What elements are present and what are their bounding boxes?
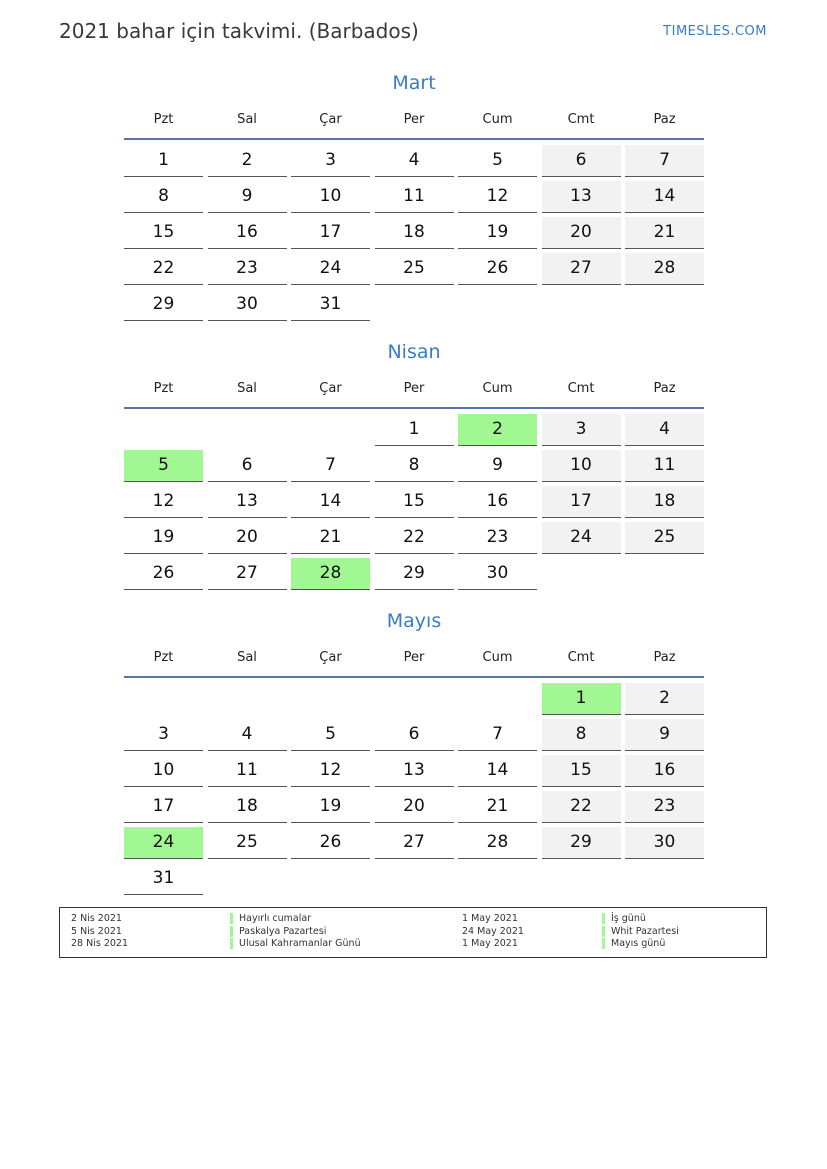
day-cell: 18 (208, 791, 287, 823)
empty-day-cell (208, 414, 287, 445)
day-cell: 1 (375, 414, 454, 446)
weekday-label: Cum (482, 380, 513, 396)
week-row (124, 217, 704, 249)
weekend-day-cell: 27 (542, 253, 621, 285)
weekend-day-cell: 18 (625, 486, 704, 518)
day-cell: 23 (458, 522, 537, 554)
day-cell: 26 (124, 558, 203, 590)
week-row (124, 827, 704, 859)
empty-day-cell (124, 414, 203, 445)
day-cell: 14 (458, 755, 537, 787)
weekend-day-cell: 9 (625, 719, 704, 751)
weekday-label: Çar (319, 649, 342, 665)
empty-day-cell (208, 863, 287, 894)
day-cell: 31 (291, 289, 370, 321)
day-cell: 11 (208, 755, 287, 787)
weekday-label: Sal (237, 649, 257, 665)
day-cell: 10 (124, 755, 203, 787)
day-cell: 27 (208, 558, 287, 590)
holiday-day-cell: 5 (124, 450, 203, 482)
day-cell: 8 (124, 181, 203, 213)
day-cell: 6 (208, 450, 287, 482)
week-row (124, 253, 704, 285)
day-cell: 2 (208, 145, 287, 177)
weekday-header (124, 638, 704, 678)
week-row (124, 863, 704, 895)
legend-row (60, 938, 766, 951)
empty-day-cell (291, 414, 370, 445)
weekday-label: Sal (237, 111, 257, 127)
weekday-label: Cum (482, 649, 513, 665)
day-cell: 12 (458, 181, 537, 213)
weekend-day-cell: 23 (625, 791, 704, 823)
day-cell: 12 (291, 755, 370, 787)
day-cell: 17 (124, 791, 203, 823)
empty-day-cell (291, 863, 370, 894)
day-cell: 4 (208, 719, 287, 751)
empty-day-cell (625, 558, 704, 589)
day-cell: 29 (124, 289, 203, 321)
weekday-label: Pzt (153, 111, 174, 127)
empty-day-cell (208, 683, 287, 714)
day-cell: 8 (375, 450, 454, 482)
legend-row (60, 926, 766, 939)
weekend-day-cell: 25 (625, 522, 704, 554)
weekday-label: Çar (319, 380, 342, 396)
holiday-day-cell: 1 (542, 683, 621, 715)
empty-day-cell (542, 863, 621, 894)
weekday-label: Per (403, 380, 425, 396)
day-cell: 19 (458, 217, 537, 249)
month-march (124, 70, 704, 325)
day-cell: 26 (291, 827, 370, 859)
weekend-day-cell: 3 (542, 414, 621, 446)
day-cell: 24 (291, 253, 370, 285)
week-row (124, 145, 704, 177)
week-row (124, 683, 704, 715)
day-cell: 1 (124, 145, 203, 177)
day-cell: 3 (124, 719, 203, 751)
day-cell: 10 (291, 181, 370, 213)
day-cell: 7 (458, 719, 537, 751)
week-row (124, 719, 704, 751)
weekend-day-cell: 4 (625, 414, 704, 446)
day-cell: 25 (208, 827, 287, 859)
legend-holiday-name: İş günü (602, 913, 646, 924)
week-row (124, 558, 704, 590)
empty-day-cell (124, 683, 203, 714)
week-row (124, 289, 704, 321)
weeks (124, 683, 704, 895)
day-cell: 20 (208, 522, 287, 554)
day-cell: 28 (458, 827, 537, 859)
weekday-header (124, 369, 704, 409)
day-cell: 7 (291, 450, 370, 482)
empty-day-cell (291, 683, 370, 714)
day-cell: 27 (375, 827, 454, 859)
day-cell: 19 (124, 522, 203, 554)
weekend-day-cell: 6 (542, 145, 621, 177)
holiday-day-cell: 2 (458, 414, 537, 446)
day-cell: 9 (458, 450, 537, 482)
empty-day-cell (375, 863, 454, 894)
day-cell: 20 (375, 791, 454, 823)
day-cell: 3 (291, 145, 370, 177)
day-cell: 9 (208, 181, 287, 213)
week-row (124, 181, 704, 213)
month-may (124, 608, 704, 899)
holiday-day-cell: 28 (291, 558, 370, 590)
legend-holiday-name: Paskalya Pazartesi (230, 926, 326, 937)
empty-day-cell (458, 289, 537, 320)
week-row (124, 414, 704, 446)
weekday-label: Cmt (567, 649, 595, 665)
day-cell: 18 (375, 217, 454, 249)
day-cell: 15 (124, 217, 203, 249)
day-cell: 22 (375, 522, 454, 554)
page-title: 2021 bahar için takvimi. (Barbados) (59, 19, 419, 43)
weekend-day-cell: 14 (625, 181, 704, 213)
weekend-day-cell: 11 (625, 450, 704, 482)
day-cell: 5 (458, 145, 537, 177)
weekday-header (124, 100, 704, 140)
week-row (124, 791, 704, 823)
month-title: Nisan (387, 341, 441, 363)
month-april (124, 339, 704, 594)
weekend-day-cell: 28 (625, 253, 704, 285)
day-cell: 22 (124, 253, 203, 285)
weekend-day-cell: 15 (542, 755, 621, 787)
weekday-label: Per (403, 111, 425, 127)
weekend-day-cell: 30 (625, 827, 704, 859)
week-row (124, 522, 704, 554)
legend-row (60, 913, 766, 926)
empty-day-cell (542, 289, 621, 320)
day-cell: 29 (375, 558, 454, 590)
legend-date: 28 Nis 2021 (71, 938, 128, 949)
legend-date: 1 May 2021 (462, 938, 518, 949)
legend-holiday-name: Mayıs günü (602, 938, 665, 949)
empty-day-cell (458, 863, 537, 894)
weekend-day-cell: 16 (625, 755, 704, 787)
legend-date: 1 May 2021 (462, 913, 518, 924)
day-cell: 17 (291, 217, 370, 249)
weekday-label: Pzt (153, 649, 174, 665)
weekday-label: Cmt (567, 380, 595, 396)
weeks (124, 145, 704, 321)
holiday-legend (59, 907, 767, 958)
day-cell: 30 (208, 289, 287, 321)
weekend-day-cell: 24 (542, 522, 621, 554)
empty-day-cell (625, 863, 704, 894)
day-cell: 21 (291, 522, 370, 554)
day-cell: 16 (458, 486, 537, 518)
empty-day-cell (458, 683, 537, 714)
month-title: Mayıs (386, 610, 442, 632)
day-cell: 13 (208, 486, 287, 518)
empty-day-cell (375, 289, 454, 320)
site-link[interactable]: TIMESLES.COM (663, 24, 767, 39)
legend-date: 24 May 2021 (462, 926, 524, 937)
day-cell: 4 (375, 145, 454, 177)
weekday-label: Pzt (153, 380, 174, 396)
weekday-label: Paz (653, 649, 676, 665)
weekend-day-cell: 22 (542, 791, 621, 823)
weekend-day-cell: 13 (542, 181, 621, 213)
weekday-label: Cmt (567, 111, 595, 127)
legend-date: 2 Nis 2021 (71, 913, 122, 924)
day-cell: 11 (375, 181, 454, 213)
day-cell: 19 (291, 791, 370, 823)
day-cell: 16 (208, 217, 287, 249)
day-cell: 26 (458, 253, 537, 285)
week-row (124, 450, 704, 482)
weekend-day-cell: 29 (542, 827, 621, 859)
day-cell: 21 (458, 791, 537, 823)
weekday-label: Paz (653, 380, 676, 396)
empty-day-cell (542, 558, 621, 589)
day-cell: 25 (375, 253, 454, 285)
day-cell: 12 (124, 486, 203, 518)
empty-day-cell (625, 289, 704, 320)
legend-holiday-name: Ulusal Kahramanlar Günü (230, 938, 361, 949)
legend-holiday-name: Hayırlı cumalar (230, 913, 311, 924)
day-cell: 30 (458, 558, 537, 590)
weekday-label: Per (403, 649, 425, 665)
weekday-label: Sal (237, 380, 257, 396)
weekday-label: Cum (482, 111, 513, 127)
empty-day-cell (375, 683, 454, 714)
weekend-day-cell: 2 (625, 683, 704, 715)
weekend-day-cell: 17 (542, 486, 621, 518)
legend-holiday-name: Whit Pazartesi (602, 926, 679, 937)
legend-date: 5 Nis 2021 (71, 926, 122, 937)
weekday-label: Çar (319, 111, 342, 127)
holiday-day-cell: 24 (124, 827, 203, 859)
day-cell: 5 (291, 719, 370, 751)
weekend-day-cell: 8 (542, 719, 621, 751)
weekend-day-cell: 20 (542, 217, 621, 249)
day-cell: 14 (291, 486, 370, 518)
week-row (124, 486, 704, 518)
weekend-day-cell: 7 (625, 145, 704, 177)
day-cell: 31 (124, 863, 203, 895)
month-title: Mart (392, 72, 436, 94)
day-cell: 6 (375, 719, 454, 751)
weekend-day-cell: 10 (542, 450, 621, 482)
weekend-day-cell: 21 (625, 217, 704, 249)
week-row (124, 755, 704, 787)
weekday-label: Paz (653, 111, 676, 127)
day-cell: 13 (375, 755, 454, 787)
day-cell: 23 (208, 253, 287, 285)
day-cell: 15 (375, 486, 454, 518)
weeks (124, 414, 704, 590)
